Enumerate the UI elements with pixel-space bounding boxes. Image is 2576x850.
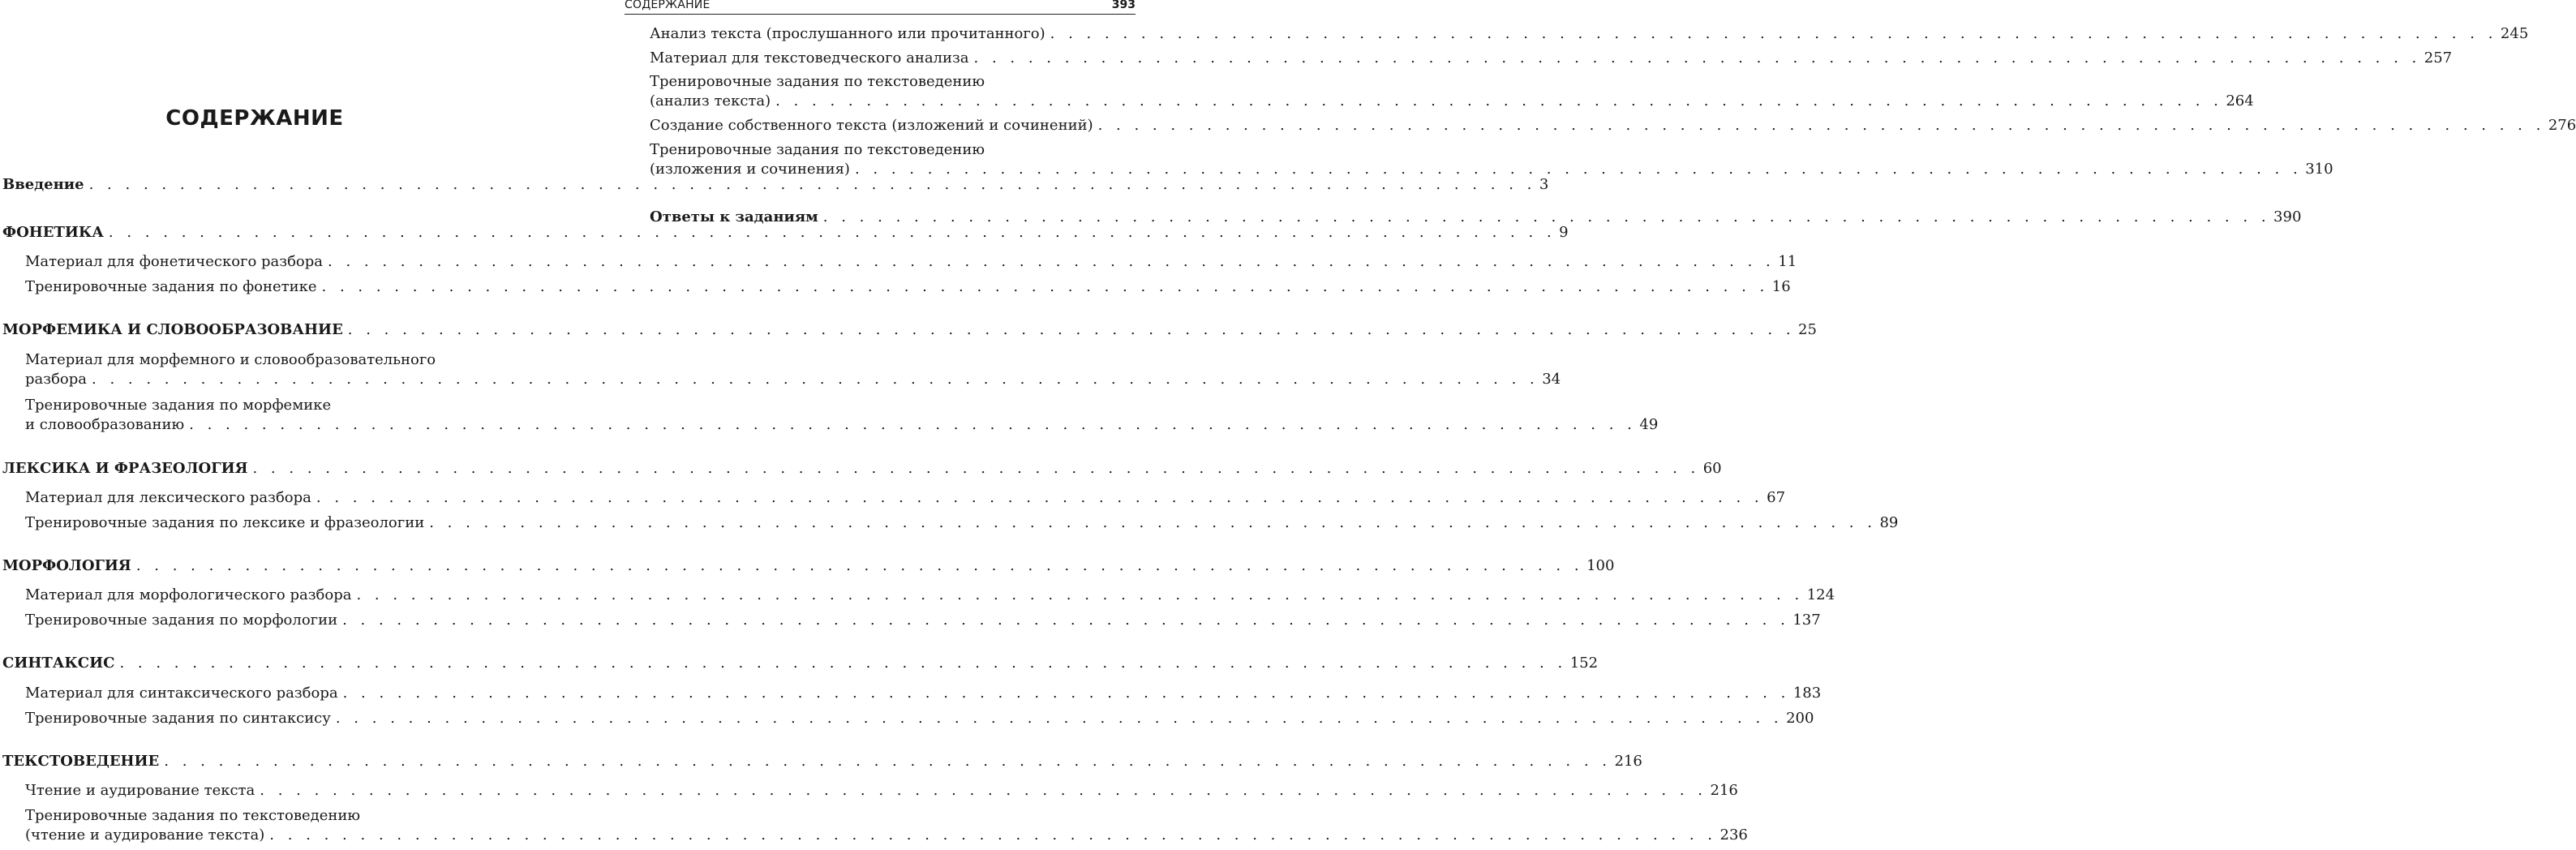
toc-entry-label-line: Тренировочные задания по текстоведению xyxy=(650,73,985,90)
running-head xyxy=(625,0,1136,15)
toc-entry-label-line: Тренировочные задания по морфемике xyxy=(25,397,332,414)
toc-entry-page: 245 xyxy=(2500,25,2529,42)
toc-entry-label-line: Материал для морфемного и словообразовательного xyxy=(25,351,436,368)
toc-entry-page: 200 xyxy=(1786,710,1814,727)
toc-entry-label: (изложения и сочинения) xyxy=(650,161,850,178)
toc-entry-label: Материал для лексического разбора xyxy=(25,489,311,506)
toc-entry-label: ЛЕКСИКА И ФРАЗЕОЛОГИЯ xyxy=(2,460,248,477)
toc-entry-page: 152 xyxy=(1569,655,1599,672)
toc-entry-page: 67 xyxy=(1767,489,1786,506)
toc-entry-page: 16 xyxy=(1771,278,1791,295)
toc-entry-label: Создание собственного текста (изложений и сочинений) xyxy=(650,117,1093,134)
toc-entry-analysis-tasks[interactable] xyxy=(650,72,2254,111)
dot-leader: . . . . . . . . . . . . . . . . . . . . . . . . . . . . . . . . . . . . . . . . . . . . . . . . . . . . . . . . . . . . . . . . . . . . . . . . . . . . . . . . xyxy=(321,278,1769,295)
toc-entry-label: и словообразованию xyxy=(25,416,185,433)
page-number: 393 xyxy=(1111,0,1136,11)
running-head-title: СОДЕРЖАНИЕ xyxy=(625,0,711,11)
toc-entry-morphemics-material[interactable] xyxy=(25,350,1561,389)
toc-entry-analysis[interactable] xyxy=(650,24,2529,44)
dot-leader: . . . . . . . . . . . . . . . . . . . . . . . . . . . . . . . . . . . . . . . . . . . . . . . . . . . . . . . . . . . . . . . . . . . . . . . . . . . . . . . . xyxy=(1050,25,2497,42)
dot-leader: . . . . . . . . . . . . . . . . . . . . . . . . . . . . . . . . . . . . . . . . . . . . . . . . . . . . . . . . . . . . . . . . . . . . . . . . . . . . . . . . xyxy=(854,161,2303,178)
dot-leader: . . . . . . . . . . . . . . . . . . . . . . . . . . . . . . . . . . . . . . . . . . . . . . . . . . . . . . . . . . . . . . . . . . . . . . . . . . . . . . . . xyxy=(429,514,1877,531)
dot-leader: . . . . . . . . . . . . . . . . . . . . . . . . . . . . . . . . . . . . . . . . . . . . . . . . . . . . . . . . . . . . . . . . . . . . . . . . . . . . . . . . xyxy=(88,176,1536,193)
toc-entry-page: 276 xyxy=(2548,117,2576,134)
toc-entry-morphology-material[interactable] xyxy=(25,586,1835,605)
toc-entry-page: 25 xyxy=(1798,321,1817,338)
toc-entry-syntax[interactable] xyxy=(2,654,1599,673)
toc-entry-label: СИНТАКСИС xyxy=(2,655,115,672)
toc-entry-label: Введение xyxy=(2,176,84,193)
dot-leader: . . . . . . . . . . . . . . . . . . . . . . . . . . . . . . . . . . . . . . . . . . . . . . . . . . . . . . . . . . . . . . . . . . . . . . . . . . . . . . . . xyxy=(356,586,1804,603)
toc-entry-own-text-tasks[interactable] xyxy=(650,140,2333,179)
toc-entry-page: 9 xyxy=(1559,224,1569,241)
dot-leader: . . . . . . . . . . . . . . . . . . . . . . . . . . . . . . . . . . . . . . . . . . . . . . . . . . . . . . . . . . . . . . . . . . . . . . . . . . . . . . . . xyxy=(269,826,1717,844)
toc-entry-syntax-material[interactable] xyxy=(25,684,1822,703)
toc-entry-label: МОРФОЛОГИЯ xyxy=(2,557,131,574)
toc-entry-page: 183 xyxy=(1792,685,1822,702)
dot-leader: . . . . . . . . . . . . . . . . . . . . . . . . . . . . . . . . . . . . . . . . . . . . . . . . . . . . . . . . . . . . . . . . . . . . . . . . . . . . . . . . xyxy=(328,253,1775,270)
toc-entry-page: 257 xyxy=(2424,49,2453,67)
toc-entry-label: МОРФЕМИКА И СЛОВООБРАЗОВАНИЕ xyxy=(2,321,343,338)
toc-entry-intro[interactable] xyxy=(2,175,1549,195)
toc-entry-page: 236 xyxy=(1719,826,1748,844)
toc-entry-page: 390 xyxy=(2273,208,2302,225)
toc-entry-page: 3 xyxy=(1539,176,1549,193)
toc-entry-label: Ответы к заданиям xyxy=(650,208,818,225)
toc-entry-label: Тренировочные задания по фонетике xyxy=(25,278,317,295)
toc-entry-page: 89 xyxy=(1879,514,1899,531)
toc-entry-page: 49 xyxy=(1639,416,1659,433)
toc-entry-label: Материал для морфологического разбора xyxy=(25,586,352,603)
dot-leader: . . . . . . . . . . . . . . . . . . . . . . . . . . . . . . . . . . . . . . . . . . . . . . . . . . . . . . . . . . . . . . . . . . . . . . . . . . . . . . . . xyxy=(108,224,1556,241)
toc-entry-label: разбора xyxy=(25,371,87,388)
toc-entry-reading-tasks[interactable] xyxy=(25,806,1748,845)
toc-entry-label: Тренировочные задания по лексике и фразеологии xyxy=(25,514,425,531)
toc-entry-label: Чтение и аудирование текста xyxy=(25,782,255,799)
toc-entry-label: Материал для синтаксического разбора xyxy=(25,685,338,702)
toc-entry-syntax-tasks[interactable] xyxy=(25,709,1814,728)
toc-entry-morphology[interactable] xyxy=(2,556,1615,576)
dot-leader: . . . . . . . . . . . . . . . . . . . . . . . . . . . . . . . . . . . . . . . . . . . . . . . . . . . . . . . . . . . . . . . . . . . . . . . . . . . . . . . . xyxy=(973,49,2421,67)
toc-entry-label: Анализ текста (прослушанного или прочитанного) xyxy=(650,25,1045,42)
toc-entry-label-line: Тренировочные задания по текстоведению xyxy=(25,807,361,824)
toc-entry-page: 264 xyxy=(2226,92,2254,109)
toc-entry-page: 137 xyxy=(1792,612,1821,629)
toc-entry-lexicon-tasks[interactable] xyxy=(25,513,1899,533)
dot-leader: . . . . . . . . . . . . . . . . . . . . . . . . . . . . . . . . . . . . . . . . . . . . . . . . . . . . . . . . . . . . . . . . . . . . . . . . . . . . . . . . xyxy=(119,655,1567,672)
dot-leader: . . . . . . . . . . . . . . . . . . . . . . . . . . . . . . . . . . . . . . . . . . . . . . . . . . . . . . . . . . . . . . . . . . . . . . . . . . . . . . . . xyxy=(252,460,1700,477)
dot-leader: . . . . . . . . . . . . . . . . . . . . . . . . . . . . . . . . . . . . . . . . . . . . . . . . . . . . . . . . . . . . . . . . . . . . . . . . . . . . . . . . xyxy=(316,489,1764,506)
toc-entry-phonetics-tasks[interactable] xyxy=(25,277,1791,297)
toc-entry-page: 124 xyxy=(1806,586,1835,603)
toc-entry-page: 310 xyxy=(2305,161,2333,178)
toc-entry-label: (чтение и аудирование текста) xyxy=(25,826,265,844)
dot-leader: . . . . . . . . . . . . . . . . . . . . . . . . . . . . . . . . . . . . . . . . . . . . . . . . . . . . . . . . . . . . . . . . . . . . . . . . . . . . . . . . xyxy=(135,557,1584,574)
toc-entry-lexicon-material[interactable] xyxy=(25,488,1786,508)
toc-entry-page: 100 xyxy=(1586,557,1615,574)
toc-entry-reading[interactable] xyxy=(25,781,1738,801)
dot-leader: . . . . . . . . . . . . . . . . . . . . . . . . . . . . . . . . . . . . . . . . . . . . . . . . . . . . . . . . . . . . . . . . . . . . . . . . . . . . . . . . xyxy=(342,685,1790,702)
toc-entry-label: Тренировочные задания по морфологии xyxy=(25,612,338,629)
toc-entry-page: 11 xyxy=(1778,253,1797,270)
toc-entry-page: 216 xyxy=(1710,782,1738,799)
toc-entry-label-line: Тренировочные задания по текстоведению xyxy=(650,141,985,158)
toc-entry-morphemics[interactable] xyxy=(2,320,1817,340)
toc-entry-morphology-tasks[interactable] xyxy=(25,611,1821,630)
toc-entry-label: Материал для текстоведческого анализа xyxy=(650,49,969,67)
toc-entry-label: (анализ текста) xyxy=(650,92,771,109)
dot-leader: . . . . . . . . . . . . . . . . . . . . . . . . . . . . . . . . . . . . . . . . . . . . . . . . . . . . . . . . . . . . . . . . . . . . . . . . . . . . . . . . xyxy=(164,753,1612,770)
toc-entry-lexicon[interactable] xyxy=(2,459,1722,479)
dot-leader: . . . . . . . . . . . . . . . . . . . . . . . . . . . . . . . . . . . . . . . . . . . . . . . . . . . . . . . . . . . . . . . . . . . . . . . . . . . . . . . . xyxy=(775,92,2223,109)
toc-entry-morphemics-tasks[interactable] xyxy=(25,396,1659,435)
toc-entry-label: Тренировочные задания по синтаксису xyxy=(25,710,331,727)
toc-entry-phonetics-material[interactable] xyxy=(25,252,1797,272)
toc-entry-own-text[interactable] xyxy=(650,116,2576,135)
dot-leader: . . . . . . . . . . . . . . . . . . . . . . . . . . . . . . . . . . . . . . . . . . . . . . . . . . . . . . . . . . . . . . . . . . . . . . . . . . . . . . . . xyxy=(342,612,1790,629)
toc-entry-page: 216 xyxy=(1614,753,1642,770)
toc-entry-label: Материал для фонетического разбора xyxy=(25,253,324,270)
dot-leader: . . . . . . . . . . . . . . . . . . . . . . . . . . . . . . . . . . . . . . . . . . . . . . . . . . . . . . . . . . . . . . . . . . . . . . . . . . . . . . . . xyxy=(335,710,1784,727)
toc-entry-page: 60 xyxy=(1702,460,1722,477)
dot-leader: . . . . . . . . . . . . . . . . . . . . . . . . . . . . . . . . . . . . . . . . . . . . . . . . . . . . . . . . . . . . . . . . . . . . . . . . . . . . . . . . xyxy=(92,371,1539,388)
toc-title: СОДЕРЖАНИЕ xyxy=(165,106,344,131)
toc-entry-label: ТЕКСТОВЕДЕНИЕ xyxy=(2,753,160,770)
toc-entry-label: ФОНЕТИКА xyxy=(2,224,104,241)
dot-leader: . . . . . . . . . . . . . . . . . . . . . . . . . . . . . . . . . . . . . . . . . . . . . . . . . . . . . . . . . . . . . . . . . . . . . . . . . . . . . . . . xyxy=(1097,117,2545,134)
dot-leader: . . . . . . . . . . . . . . . . . . . . . . . . . . . . . . . . . . . . . . . . . . . . . . . . . . . . . . . . . . . . . . . . . . . . . . . . . . . . . . . . xyxy=(260,782,1707,799)
dot-leader: . . . . . . . . . . . . . . . . . . . . . . . . . . . . . . . . . . . . . . . . . . . . . . . . . . . . . . . . . . . . . . . . . . . . . . . . . . . . . . . . xyxy=(189,416,1637,433)
toc-entry-page: 34 xyxy=(1542,371,1561,388)
dot-leader: . . . . . . . . . . . . . . . . . . . . . . . . . . . . . . . . . . . . . . . . . . . . . . . . . . . . . . . . . . . . . . . . . . . . . . . . . . . . . . . . xyxy=(822,208,2271,225)
toc-entry-phonetics[interactable] xyxy=(2,223,1569,243)
toc-entry-analysis-material[interactable] xyxy=(650,49,2453,68)
dot-leader: . . . . . . . . . . . . . . . . . . . . . . . . . . . . . . . . . . . . . . . . . . . . . . . . . . . . . . . . . . . . . . . . . . . . . . . . . . . . . . . . xyxy=(347,321,1796,338)
toc-entry-text-studies[interactable] xyxy=(2,752,1642,771)
toc-entry-answers[interactable] xyxy=(650,208,2302,227)
